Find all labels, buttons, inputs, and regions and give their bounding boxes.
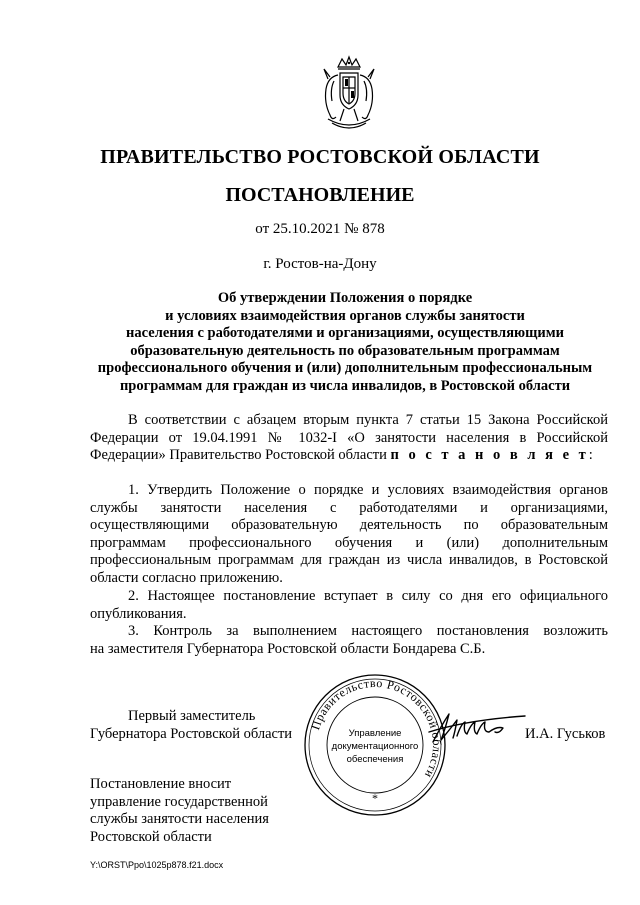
document-city: г. Ростов-на-Дону (263, 256, 377, 272)
stamp-inner-line: обеспечения (346, 754, 404, 765)
organization-name: ПРАВИТЕЛЬСТВО РОСТОВСКОЙ ОБЛАСТИ (100, 146, 540, 168)
title-line: и условиях взаимодействия органов службы занятости (165, 307, 525, 324)
stamp-inner-line: Управление (348, 728, 402, 739)
introduced-by-line: Ростовской области (90, 828, 212, 845)
decree-item-1 (90, 482, 608, 588)
introduced-by-block (90, 776, 269, 846)
stamp-star: * (372, 791, 378, 805)
title-line: образовательную деятельность по образовательным программам (130, 342, 560, 359)
title-line: профессионального обучения и (или) дополнительным профессиональным (97, 360, 593, 377)
preamble-text: Федерации» Правительство Ростовской области (90, 447, 391, 464)
stamp-inner-line: документационного (331, 741, 419, 752)
document-title (80, 290, 610, 396)
signatory-name: И.А. Гуськов (525, 726, 606, 742)
document-date-number: от 25.10.2021 № 878 (255, 221, 385, 237)
stamp-ring-text: Правительство Ростовской области (308, 675, 445, 781)
item-line: 1. Утвердить Положение о порядке и условиях взаимодействия органов (128, 482, 608, 498)
title-line: населения с работодателями и организациями, осуществляющими (126, 325, 564, 342)
file-path-footer: Y:\ORST\Ppo\1025p878.f21.docx (90, 860, 224, 870)
item-line: службы занятости населения с работодателями и организациями, (90, 499, 608, 516)
introduced-by-line: службы занятости населения (90, 811, 269, 828)
item-line: 3. Контроль за выполнением настоящего постановления возложить (128, 623, 608, 639)
preamble-line: В соответствии с абзацем вторым пункта 7 статьи 15 Закона Российской (128, 412, 608, 428)
item-line: 2. Настоящее постановление вступает в силу со дня его официального (128, 588, 608, 604)
decree-item-3 (90, 623, 608, 658)
item-line: области согласно приложению. (90, 569, 283, 586)
title-line: программам для граждан из числа инвалидов, в Ростовской области (119, 377, 571, 394)
decree-item-2 (90, 588, 608, 623)
title-line: Об утверждении Положения о порядке (217, 290, 473, 306)
introduced-by-line: управление государственной (90, 793, 268, 810)
preamble-colon: : (588, 447, 593, 464)
signatory-position-line1: Первый заместитель (128, 708, 256, 724)
document-type: ПОСТАНОВЛЕНИЕ (225, 184, 415, 206)
signatory-position-line2: Губернатора Ростовской области (90, 726, 293, 742)
item-line: опубликования. (90, 605, 187, 622)
item-line: профессиональным программам для граждан из числа инвалидов, в Ростовской (90, 552, 608, 569)
preamble-last-line (90, 447, 608, 465)
handwritten-signature-icon (427, 706, 527, 748)
item-line: на заместителя Губернатора Ростовской области Бондарева С.Б. (90, 640, 486, 657)
item-line: осуществляющими образовательную деятельность по образовательным (90, 517, 608, 534)
preamble-line: Федерации от 19.04.1991 № 1032-I «О занятости населения в Российской (90, 429, 608, 446)
coat-of-arms-icon (316, 55, 382, 135)
introduced-by-line: Постановление вносит (90, 776, 232, 792)
item-line: программам профессионального обучения и (или) дополнительным (90, 534, 608, 551)
decree-word: п о с т а н о в л я е т (390, 447, 589, 464)
preamble-paragraph (90, 412, 608, 465)
